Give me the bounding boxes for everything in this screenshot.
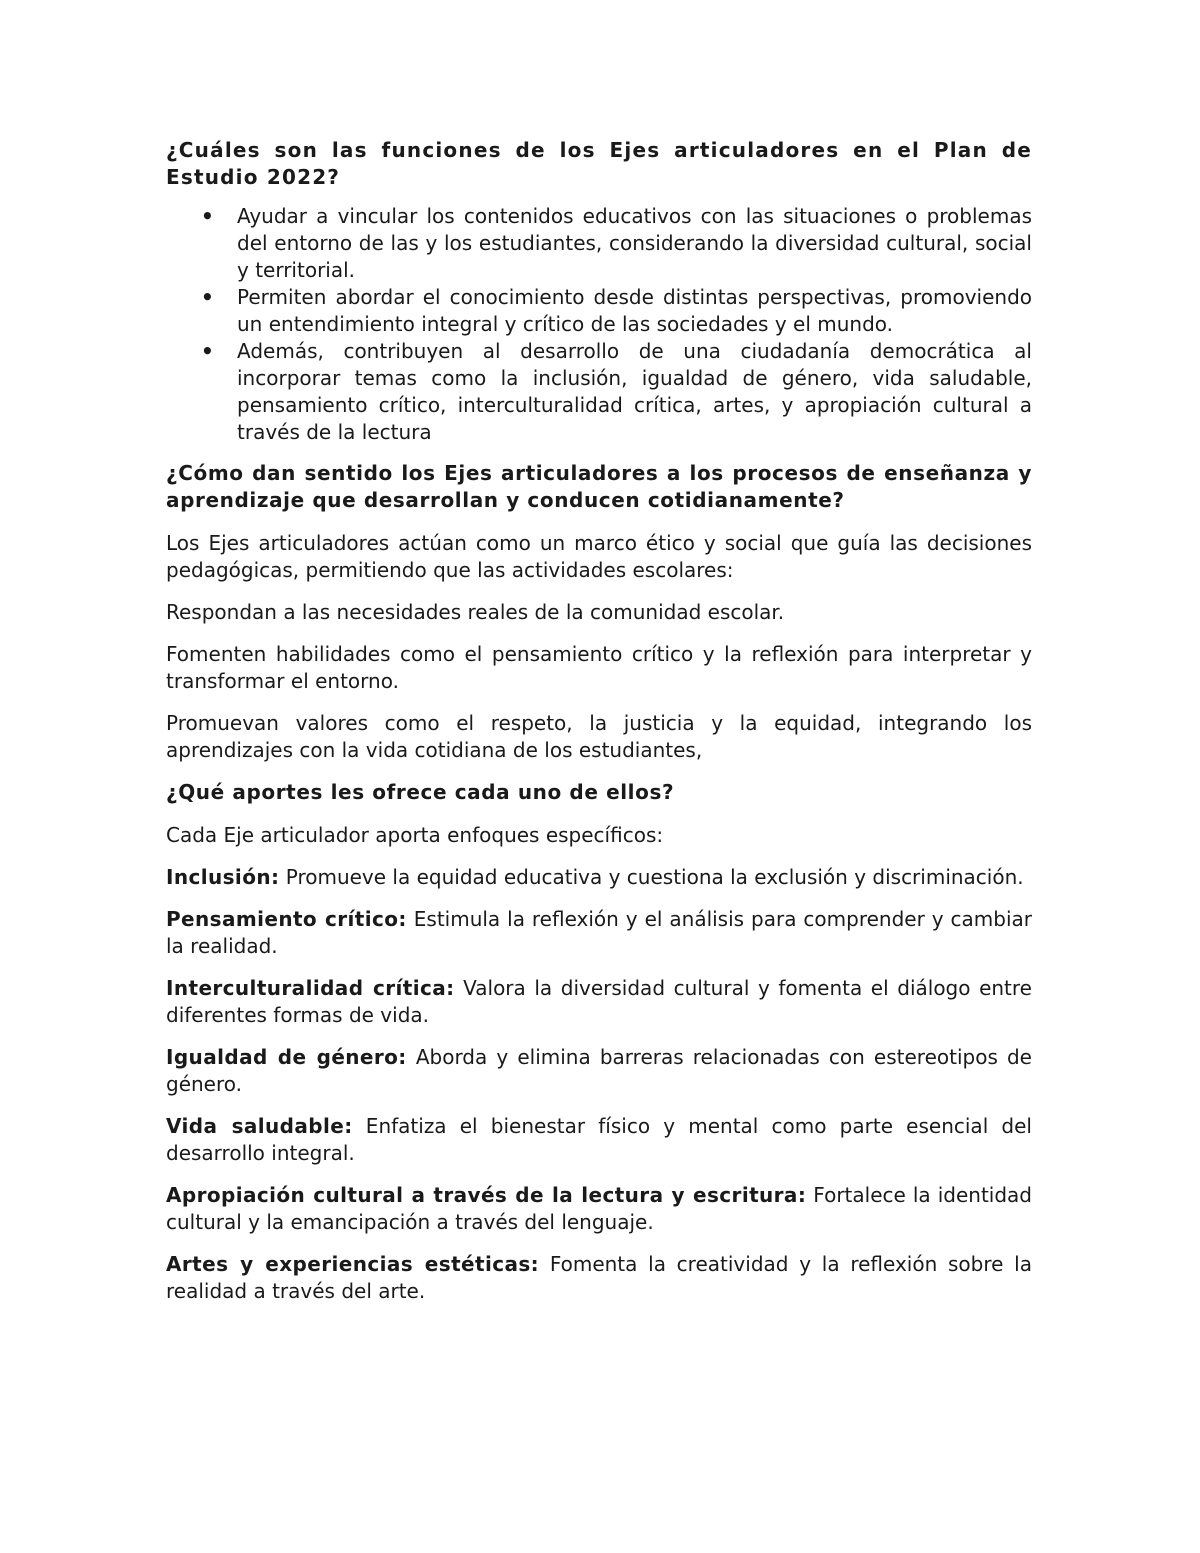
- bullet-icon: •: [201, 204, 214, 228]
- axis-item: [166, 906, 1032, 960]
- list-item-text: Además, contribuyen al desarrollo de una ciudadanía democrática al incorporar temas como la inclusión, igualdad de género, vida saludable, pensamiento crítico, interculturalidad crítica, artes, y apropiación cultural a través de la lectura: [237, 339, 1032, 444]
- axis-term: Pensamiento crítico:: [166, 907, 407, 931]
- list-item: [201, 338, 1032, 446]
- list-item: [201, 203, 1032, 284]
- axis-item: [166, 1251, 1032, 1305]
- question-meaning: ¿Cómo dan sentido los Ejes articuladores a los procesos de enseñanza y aprendizaje que desarrollan y conducen cotidianamente?: [166, 461, 1032, 512]
- axis-term: Interculturalidad crítica:: [166, 976, 455, 1000]
- axis-description: Estimula la reflexión y el análisis para comprender y cambiar la realidad.: [166, 907, 1032, 958]
- axis-item: [166, 975, 1032, 1029]
- axis-term: Igualdad de género:: [166, 1045, 407, 1069]
- axis-description: Enfatiza el bienestar físico y mental como parte esencial del desarrollo integral.: [166, 1114, 1032, 1165]
- axis-item: [166, 1113, 1032, 1167]
- bullet-icon: •: [201, 339, 214, 363]
- axis-item: [166, 1182, 1032, 1236]
- list-item-text: Ayudar a vincular los contenidos educativos con las situaciones o problemas del entorno de las y los estudiantes, considerando la diversidad cultural, social y territorial.: [237, 204, 1032, 282]
- axes-list: [166, 864, 1032, 1305]
- axis-description: Fomenta la creatividad y la reflexión sobre la realidad a través del arte.: [166, 1252, 1032, 1303]
- axis-term: Vida saludable:: [166, 1114, 353, 1138]
- question-contributions: ¿Qué aportes les ofrece cada uno de ellos?: [166, 780, 675, 804]
- paragraph: Promuevan valores como el respeto, la justicia y la equidad, integrando los aprendizajes con la vida cotidiana de los estudiantes,: [166, 711, 1032, 762]
- axis-description: Valora la diversidad cultural y fomenta el diálogo entre diferentes formas de vida.: [166, 976, 1032, 1027]
- bullet-icon: •: [201, 285, 214, 309]
- list-item-text: Permiten abordar el conocimiento desde distintas perspectivas, promoviendo un entendimiento integral y crítico de las sociedades y el mundo.: [237, 285, 1032, 336]
- axis-item: [166, 1044, 1032, 1098]
- paragraph-intro: Cada Eje articulador aporta enfoques específicos:: [166, 823, 664, 847]
- question-functions: ¿Cuáles son las funciones de los Ejes articuladores en el Plan de Estudio 2022?: [166, 138, 1032, 189]
- axis-description: Aborda y elimina barreras relacionadas con estereotipos de género.: [166, 1045, 1032, 1096]
- paragraph: Respondan a las necesidades reales de la comunidad escolar.: [166, 600, 785, 624]
- axis-description: Promueve la equidad educativa y cuestiona la exclusión y discriminación.: [279, 865, 1024, 889]
- list-item: [201, 284, 1032, 338]
- functions-list: [166, 203, 1032, 446]
- document-page: [166, 137, 1032, 1320]
- axis-description: Fortalece la identidad cultural y la emancipación a través del lenguaje.: [166, 1183, 1032, 1234]
- axis-term: Apropiación cultural a través de la lectura y escritura:: [166, 1183, 807, 1207]
- paragraph: Los Ejes articuladores actúan como un marco ético y social que guía las decisiones pedagógicas, permitiendo que las actividades escolares:: [166, 531, 1032, 582]
- axis-term: Inclusión:: [166, 865, 280, 889]
- axis-term: Artes y experiencias estéticas:: [166, 1252, 540, 1276]
- paragraph: Fomenten habilidades como el pensamiento crítico y la reflexión para interpretar y transformar el entorno.: [166, 642, 1032, 693]
- axis-item: [166, 864, 1032, 891]
